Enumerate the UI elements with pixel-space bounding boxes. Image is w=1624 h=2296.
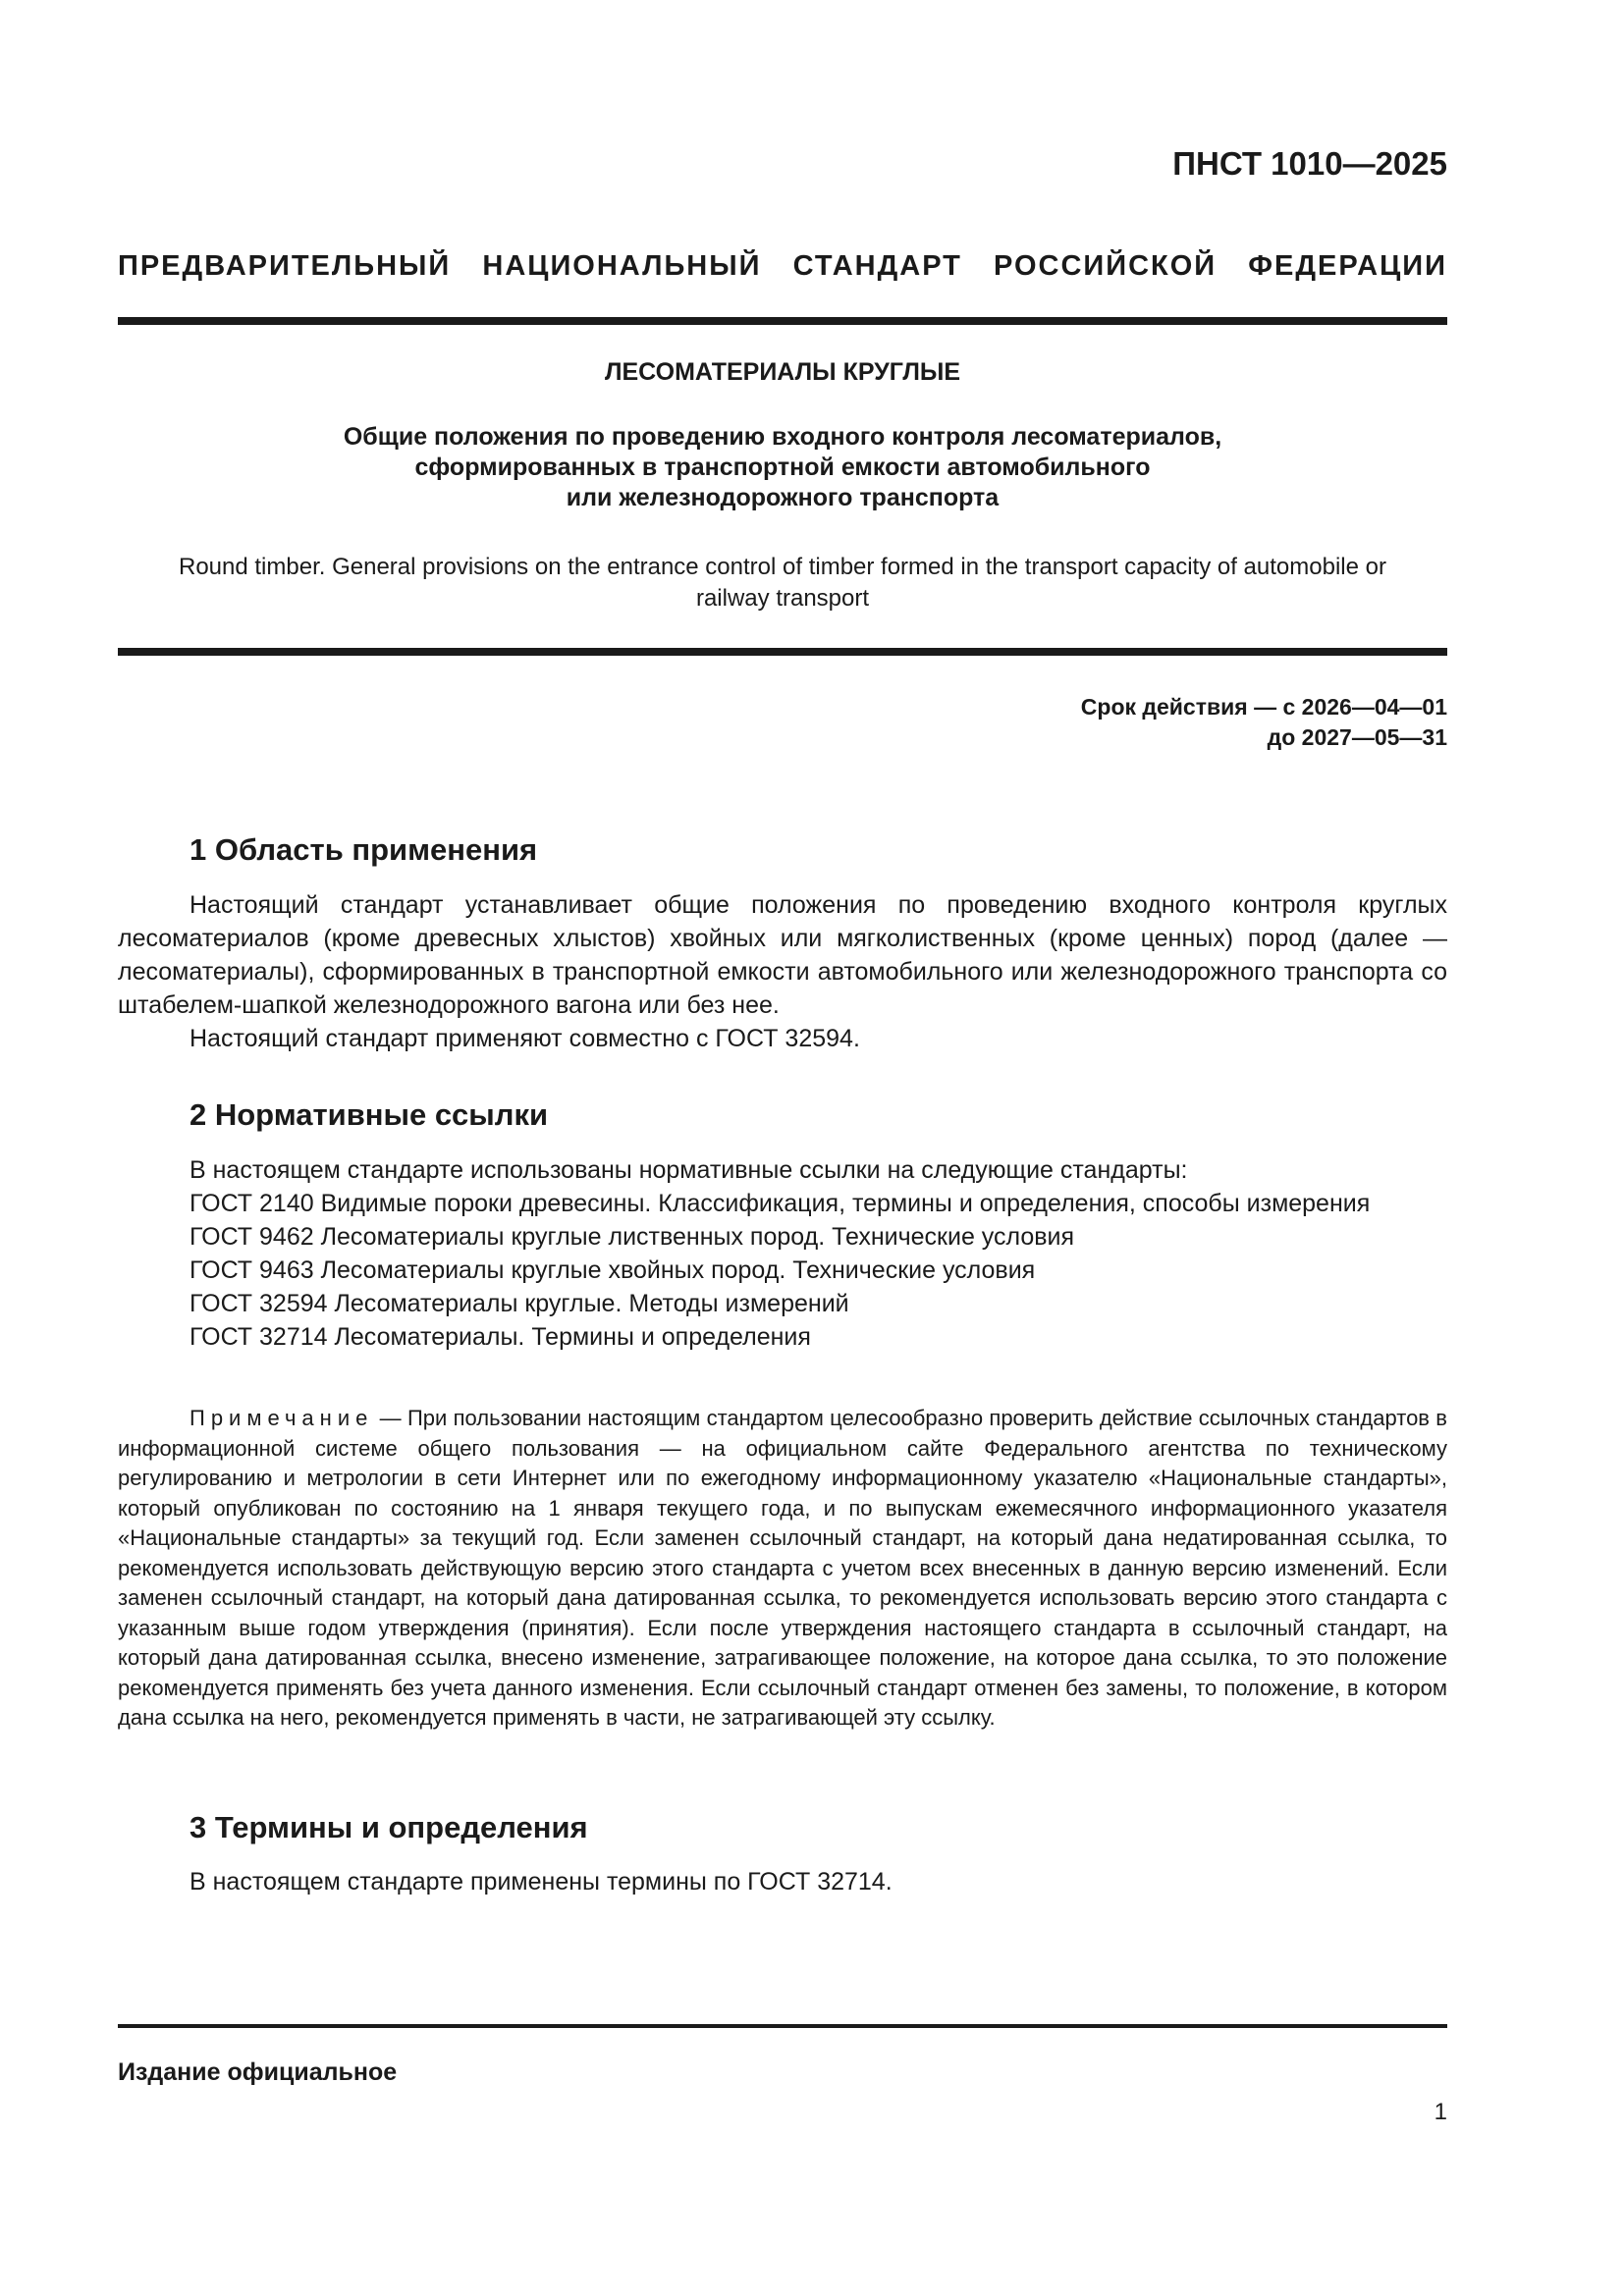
section-1-body xyxy=(118,888,1447,1055)
section-2-intro: В настоящем стандарте использованы нормативные ссылки на следующие стандарты: xyxy=(189,1156,1188,1184)
official-edition-label: Издание официальное xyxy=(118,2058,398,2086)
reference-item: ГОСТ 9462 Лесоматериалы круглые лиственных пород. Технические условия xyxy=(189,1223,1075,1251)
document-subject: ЛЕСОМАТЕРИАЛЫ КРУГЛЫЕ xyxy=(604,358,961,386)
validity-start: Срок действия — с 2026—04—01 xyxy=(1080,694,1447,720)
english-title xyxy=(137,552,1428,614)
reference-item: ГОСТ 9463 Лесоматериалы круглые хвойных пород. Технические условия xyxy=(189,1256,1036,1284)
english-title-line: Round timber. General provisions on the entrance control of timber formed in the transport capacity of automobile or xyxy=(179,554,1386,580)
validity-period xyxy=(1081,692,1447,753)
subtitle-line: или железнодорожного транспорта xyxy=(566,484,1000,511)
subtitle-line: Общие положения по проведению входного контроля лесоматериалов, xyxy=(343,423,1222,451)
section-2-body xyxy=(118,1153,1447,1354)
document-code: ПНСТ 1010—2025 xyxy=(1172,145,1447,182)
note-label: Примечание xyxy=(189,1406,374,1430)
reference-item: ГОСТ 32714 Лесоматериалы. Термины и определения xyxy=(189,1323,811,1351)
section-3-heading: 3 Термины и определения xyxy=(189,1810,588,1844)
standard-type-title: ПРЕДВАРИТЕЛЬНЫЙ НАЦИОНАЛЬНЫЙ СТАНДАРТ РОССИЙСКОЙ ФЕДЕРАЦИИ xyxy=(118,250,1447,282)
top-divider xyxy=(118,317,1447,325)
section-1-paragraph: Настоящий стандарт применяют совместно с ГОСТ 32594. xyxy=(189,1025,860,1052)
page-number: 1 xyxy=(1434,2099,1447,2125)
english-title-line: railway transport xyxy=(695,585,870,612)
footer-divider xyxy=(118,2024,1447,2028)
section-3-body xyxy=(118,1865,1447,1898)
validity-end: до 2027—05—31 xyxy=(1267,724,1447,750)
references-note xyxy=(118,1404,1447,1734)
title-divider xyxy=(118,648,1447,656)
reference-item: ГОСТ 2140 Видимые пороки древесины. Классификация, термины и определения, способы измерения xyxy=(189,1190,1371,1217)
reference-item: ГОСТ 32594 Лесоматериалы круглые. Методы измерений xyxy=(189,1290,849,1317)
note-text: — При пользовании настоящим стандартом целесообразно проверить действие ссылочных стандартов в информационной системе общего пользования — на официальном сайте Федерального агентства по техническому регулированию и метрологии в сети Интернет или по ежегодному информационному указателю «Национальные стандарты», который опубликован по состоянию на 1 января текущего года, и по выпускам ежемесячного информационного указателя «Национальные стандарты» за текущий год. Если заменен ссылочный стандарт, на который дана недатированная ссылка, то рекомендуется использовать действующую версию этого стандарта с учетом всех внесенных в данную версию изменений. Если заменен ссылочный стандарт, на который дана датированная ссылка, то рекомендуется использовать версию этого стандарта с указанным выше годом утверждения (принятия). Если после утверждения настоящего стандарта в ссылочный стандарт, на который дана датированная ссылка, внесено изменение, затрагивающее положение, на которое дана ссылка, то это положение рекомендуется применять без учета данного изменения. Если ссылочный стандарт отменен без замены, то положение, в котором дана ссылка на него, рекомендуется применять в части, не затрагивающей эту ссылку. xyxy=(118,1406,1447,1730)
section-3-paragraph: В настоящем стандарте применены термины по ГОСТ 32714. xyxy=(189,1868,893,1896)
section-2-heading: 2 Нормативные ссылки xyxy=(189,1097,549,1132)
document-subtitle xyxy=(216,422,1349,513)
section-1-paragraph: Настоящий стандарт устанавливает общие положения по проведению входного контроля круглых лесоматериалов (кроме древесных хлыстов) хвойных или мягколиственных (кроме ценных) пород (далее — лесоматериалы), сформированных в транспортной емкости автомобильного или железнодорожного транспорта со штабелем-шапкой железнодорожного вагона или без нее. xyxy=(118,891,1447,1019)
section-1-heading: 1 Область применения xyxy=(189,832,538,867)
subtitle-line: сформированных в транспортной емкости автомобильного xyxy=(414,454,1151,481)
